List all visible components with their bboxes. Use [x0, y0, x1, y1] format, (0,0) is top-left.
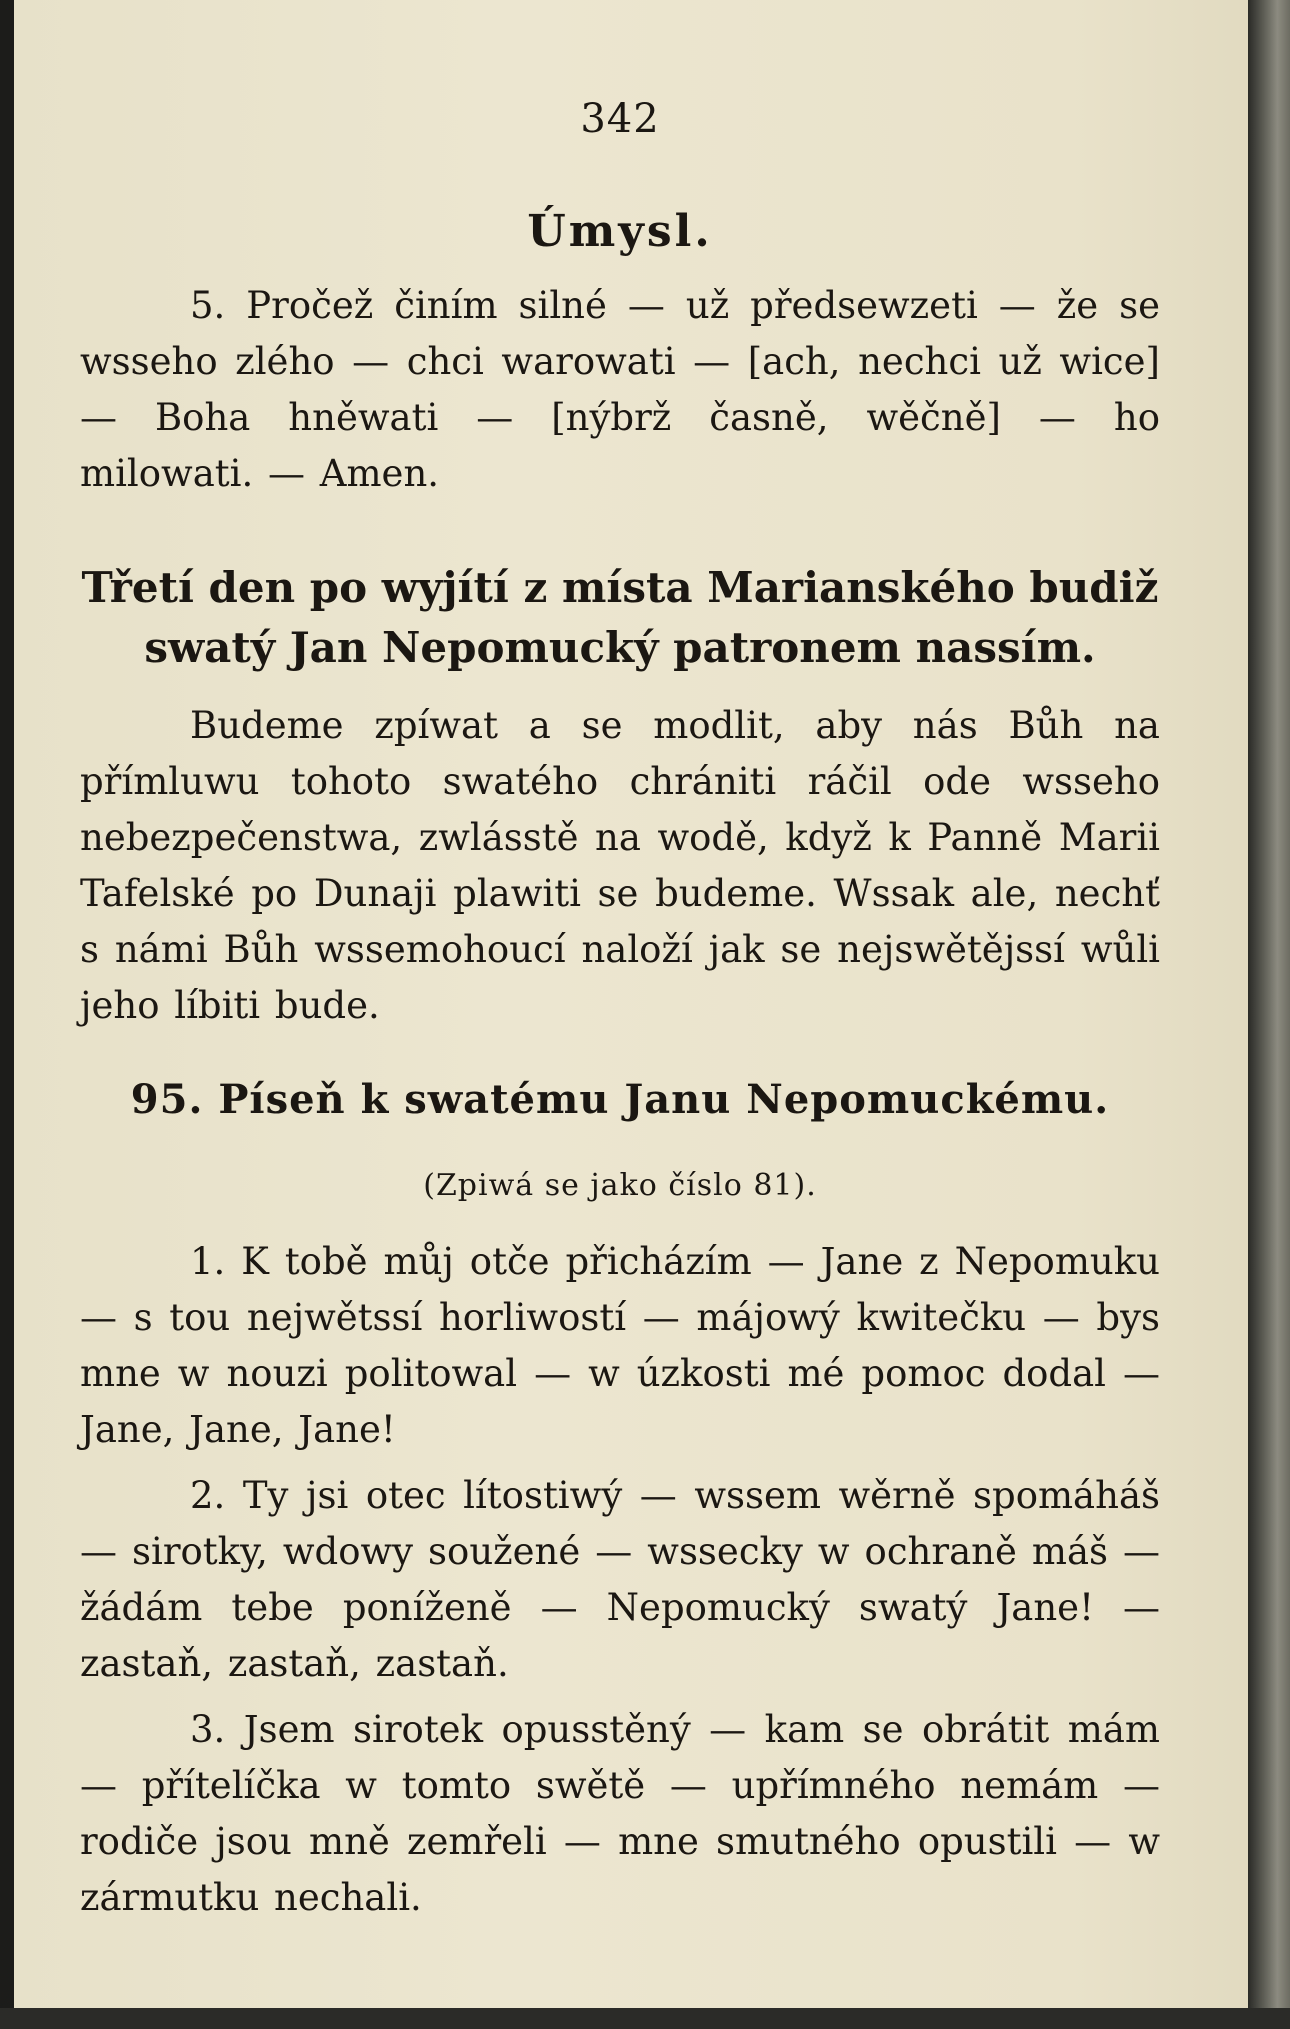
page-number: 342 — [580, 96, 660, 142]
verse-2: 2. Ty jsi otec lítostiwý — wssem wěrně spomáháš — sirotky, wdowy soužené — wssecky w ochraně máš — žádám tebe poníženě — Nepomucký swatý Jane! — zastaň, zastaň, zastaň. — [80, 1474, 1160, 1685]
verse-1: 1. K tobě můj otče přicházím — Jane z Nepomuku — s tou nejwětssí horliwostí — májowý kwitečku — bys mne w nouzi politowal — w úzkosti mé pomoc dodal — Jane, Jane, Jane! — [80, 1240, 1160, 1451]
section-heading-umysl: Úmysl. — [527, 206, 713, 257]
page-bottom-edge — [0, 2008, 1290, 2029]
paragraph-5: 5. Pročež činím silné — už předsewzeti — že se wsseho zlého — chci warowati — [ach, nechci už wice] — Boha hněwati — [nýbrž časně, wěčně] — ho milowati. — Amen. — [80, 284, 1160, 495]
hymn-note: (Zpiwá se jako číslo 81). — [423, 1168, 817, 1203]
section-title: Třetí den po wyjítí z místa Marianského budiž swatý Jan Nepomucký patronem nassím. — [81, 563, 1159, 672]
verse-3: 3. Jsem sirotek opusstěný — kam se obrátit mám — přítelíčka w tomto swětě — upřímného nemám — rodiče jsou mně zemřeli — mne smutného opustili — w zármutku nechali. — [80, 1708, 1160, 1919]
page-gutter — [1248, 0, 1290, 2029]
intro-paragraph: Budeme zpíwat a se modlit, aby nás Bůh na přímluwu tohoto swatého chrániti ráčil ode wsseho nebezpečenstwa, zwlásstě na wodě, když k Panně Marii Tafelské po Dunaji plawiti se budeme. Wssak ale, nechť s námi Bůh wssemohoucí naloží jak se nejswětějssí wůli jeho líbiti bude. — [80, 704, 1160, 1027]
hymn-title: 95. Píseň k swatému Janu Nepomuckému. — [130, 1076, 1110, 1123]
book-page — [14, 0, 1256, 2010]
